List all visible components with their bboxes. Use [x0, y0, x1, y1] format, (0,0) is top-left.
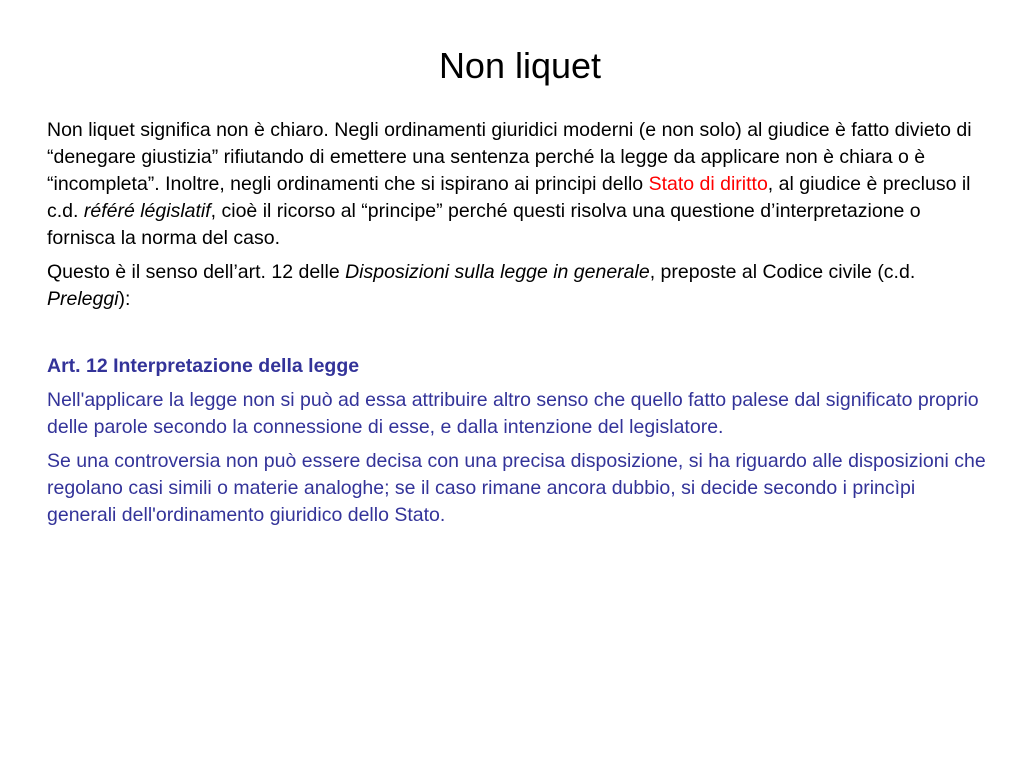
preleggi-text-2: , preposte al Codice civile (c.d. [649, 261, 916, 283]
slide-body [47, 117, 987, 536]
intro-text-2: , al giudice è precluso il c.d. [47, 173, 971, 222]
disposizioni-title: Disposizioni sulla legge in generale [345, 261, 650, 283]
preleggi-text-3: ): [118, 288, 131, 310]
intro-text-3: , cioè il ricorso al “principe” perché questi risolva una questione d’interpretazione o fornisca la norma del caso. [47, 200, 921, 249]
intro-paragraph [47, 117, 987, 252]
preleggi-text-1: Questo è il senso dell’art. 12 delle [47, 261, 346, 283]
intro-text-1: Non liquet significa non è chiaro. Negli ordinamenti giuridici moderni (e non solo) al giudice è fatto divieto di “denegare giustizia” rifiutando di emettere una sentenza perché la legge da applicare non è chiara o è “incompleta”. Inoltre, negli ordinamenti che si ispirano ai principi dello [47, 119, 972, 195]
slide-title: Non liquet [438, 45, 602, 86]
article-paragraph-1: Nell'applicare la legge non si può ad essa attribuire altro senso che quello fatto palese dal significato proprio delle parole secondo la connessione di esse, e dalla intenzione del legislatore. [47, 389, 979, 438]
refere-legislatif-term: référé législatif [83, 200, 211, 222]
article-paragraph-2: Se una controversia non può essere decisa con una precisa disposizione, si ha riguardo alle disposizioni che regolano casi simili o materie analoghe; se il caso rimane ancora dubbio, si decide secondo i princìpi generali dell'ordinamento giuridico dello Stato. [47, 450, 986, 526]
preleggi-paragraph [47, 259, 987, 313]
stato-di-diritto-link[interactable]: Stato di diritto [648, 173, 768, 195]
preleggi-term: Preleggi [47, 288, 119, 310]
article-heading: Art. 12 Interpretazione della legge [47, 355, 360, 377]
